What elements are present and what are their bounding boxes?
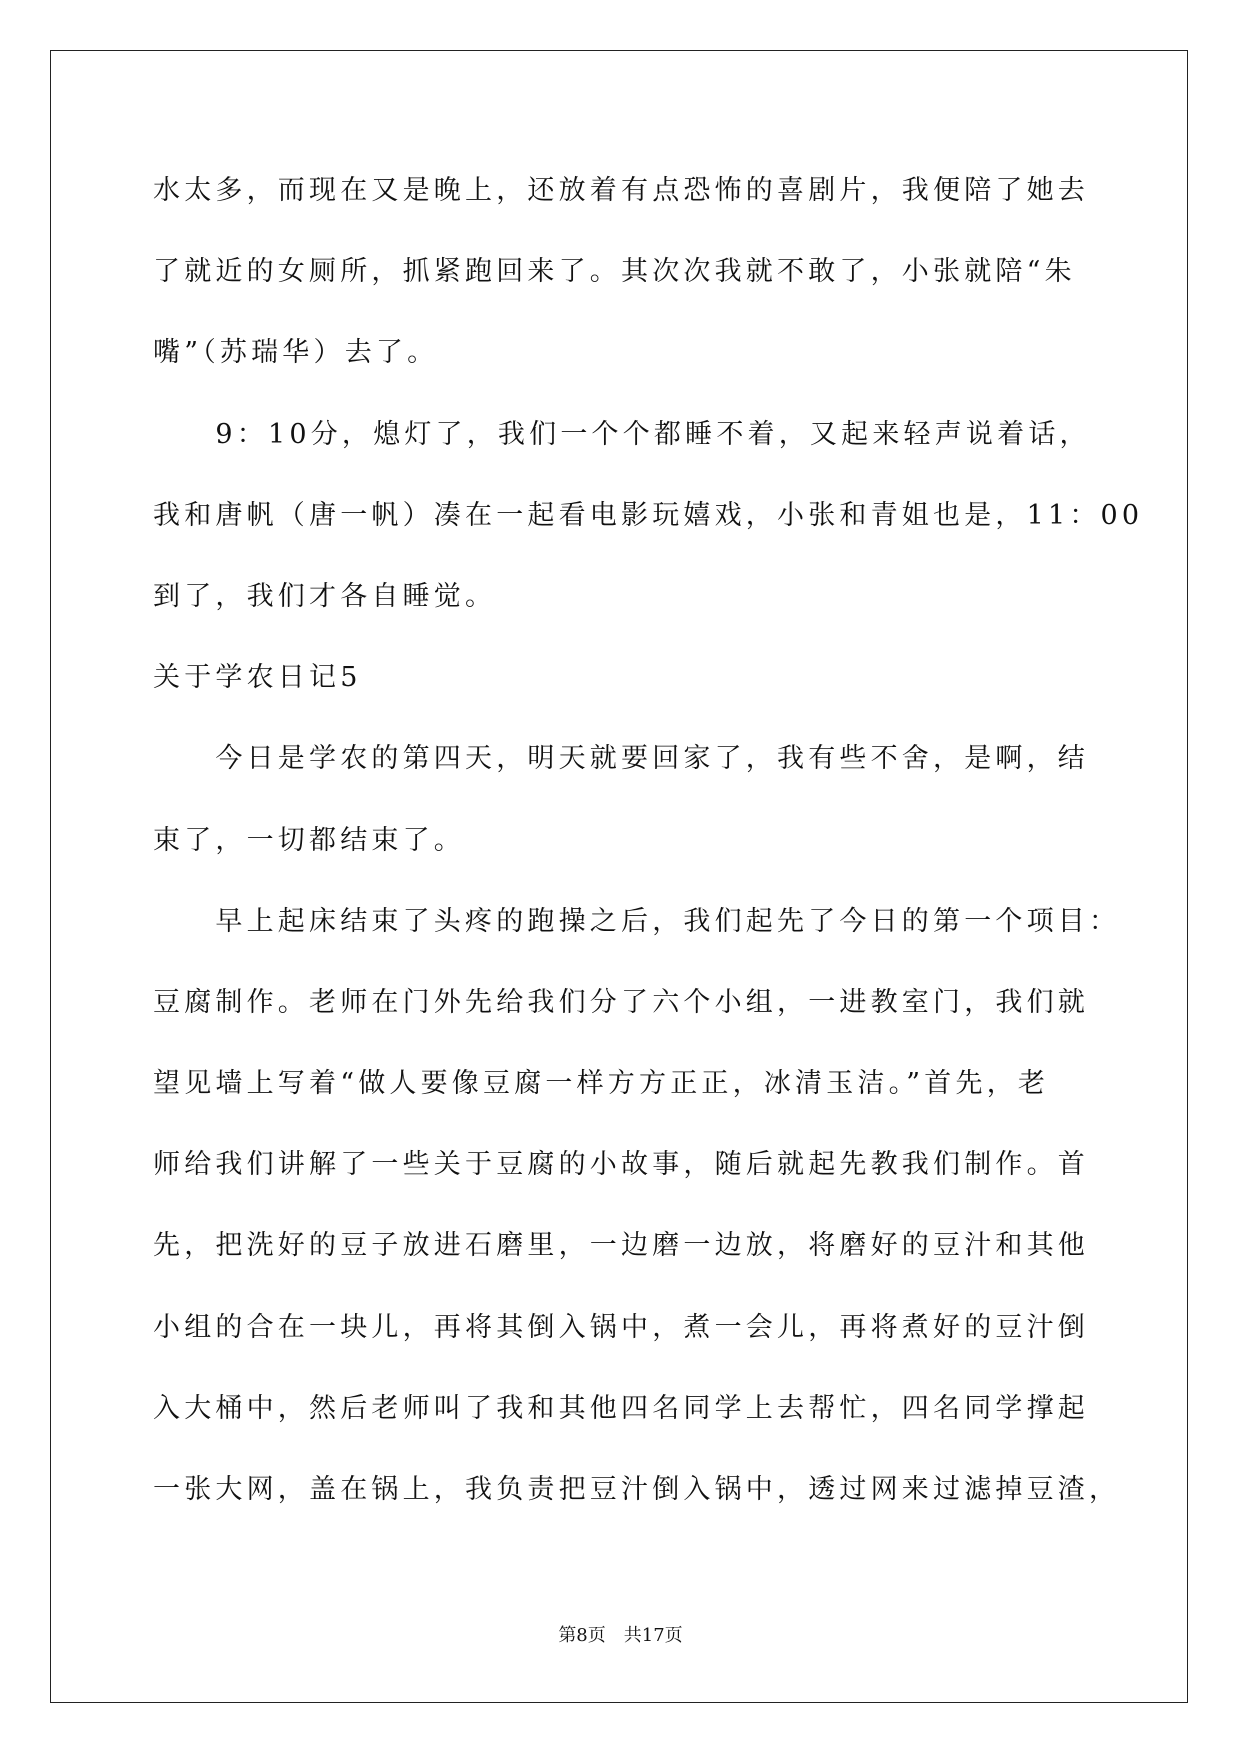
document-body: [153, 150, 1153, 1530]
text-line: 一张大网，盖在锅上，我负责把豆汁倒入锅中，透过网来过滤掉豆渣，: [153, 1474, 1121, 1505]
paragraph: [153, 718, 1153, 880]
text-line: 早上起床结束了头疼的跑操之后，我们起先了今日的第一个项目：: [215, 905, 1121, 937]
paragraph: [153, 881, 1153, 1531]
current-page-label: 第8页: [558, 1625, 606, 1646]
text-line: 9：10分，熄灯了，我们一个个都睡不着，又起来轻声说着话，: [215, 418, 1091, 450]
text-line: 师给我们讲解了一些关于豆腐的小故事，随后就起先教我们制作。首: [153, 1149, 1089, 1181]
text-line: 水太多，而现在又是晚上，还放着有点恐怖的喜剧片，我便陪了她去: [153, 175, 1089, 206]
text-line: 小组的合在一块儿，再将其倒入锅中，煮一会儿，再将煮好的豆汁倒: [153, 1311, 1089, 1343]
text-line: 入大桶中，然后老师叫了我和其他四名同学上去帮忙，四名同学撑起: [153, 1392, 1089, 1424]
text-line: 先，把洗好的豆子放进石磨里，一边磨一边放，将磨好的豆汁和其他: [153, 1230, 1089, 1262]
text-line: 豆腐制作。老师在门外先给我们分了六个小组，一进教室门，我们就: [153, 986, 1089, 1018]
paragraph-continued: [153, 150, 1153, 394]
text-line: 了就近的女厕所，抓紧跑回来了。其次次我就不敢了，小张就陪“朱: [153, 256, 1076, 288]
text-line: 望见墙上写着“做人要像豆腐一样方方正正，冰清玉洁。”首先，老: [153, 1068, 1050, 1100]
text-line: 束了，一切都结束了。: [153, 824, 465, 856]
section-heading: 关于学农日记5: [153, 662, 362, 694]
text-line: 今日是学农的第四天，明天就要回家了，我有些不舍，是啊，结: [215, 743, 1089, 775]
paragraph: [153, 394, 1153, 638]
page-footer: [0, 1624, 1241, 1648]
text-line: 到了，我们才各自睡觉。: [153, 580, 497, 612]
text-line: 我和唐帆（唐一帆）凑在一起看电影玩嬉戏，小张和青姐也是，11：00: [153, 499, 1144, 531]
total-pages-label: 共17页: [623, 1625, 683, 1646]
text-line: 嘴”（苏瑞华）去了。: [153, 337, 439, 369]
